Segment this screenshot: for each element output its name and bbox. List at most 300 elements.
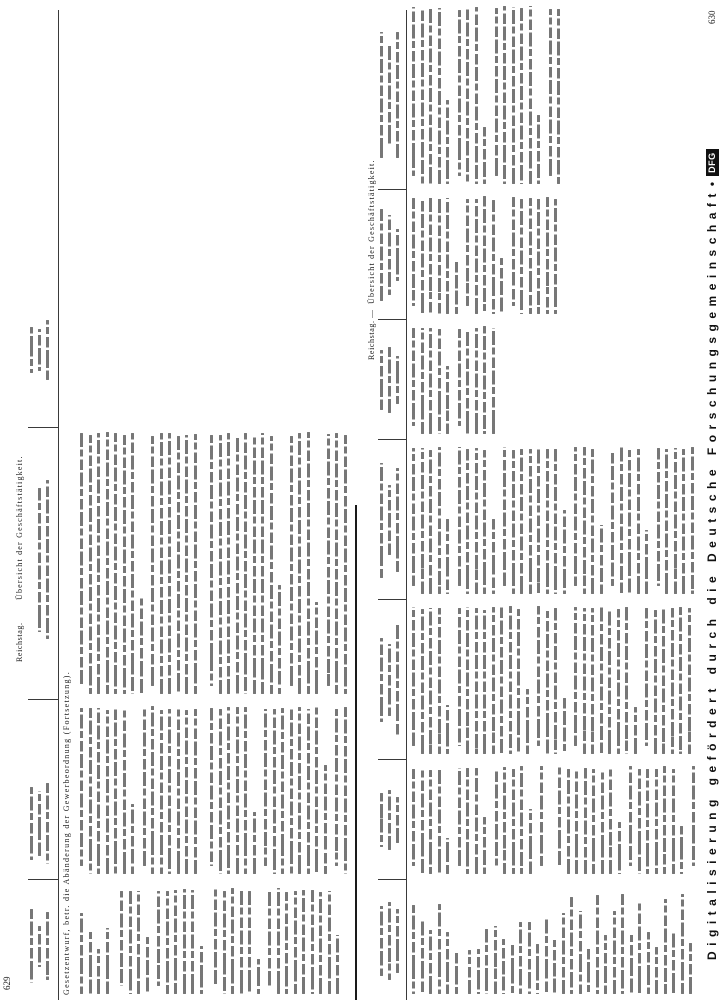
text-line	[429, 608, 432, 754]
text-line	[446, 199, 449, 315]
text-line	[30, 787, 33, 861]
column-divider	[378, 319, 406, 320]
text-line	[468, 950, 471, 994]
text-line	[89, 708, 92, 874]
text-line	[503, 767, 506, 874]
text-line	[520, 766, 523, 874]
text-line	[601, 770, 604, 874]
header-rule	[58, 10, 59, 1000]
page-number: 629	[2, 976, 12, 990]
text-line	[185, 710, 188, 874]
text-line	[298, 707, 301, 874]
text-line	[438, 769, 441, 874]
text-line	[396, 468, 399, 572]
text-line	[240, 889, 243, 994]
header-rule	[406, 10, 407, 1000]
text-line	[455, 950, 458, 994]
text-line	[168, 433, 171, 694]
text-line	[570, 897, 573, 994]
text-line	[285, 892, 288, 994]
text-line	[613, 912, 616, 995]
text-line	[80, 708, 83, 866]
text-line	[579, 911, 582, 994]
text-line	[475, 608, 478, 754]
text-line	[151, 436, 154, 686]
text-line	[270, 436, 273, 694]
text-line	[194, 709, 197, 874]
text-line	[492, 328, 495, 434]
text-line	[475, 328, 478, 434]
text-line	[174, 890, 177, 994]
text-line	[645, 530, 648, 594]
text-line	[438, 197, 441, 314]
text-line	[654, 610, 657, 754]
text-line	[492, 520, 495, 595]
text-line	[143, 707, 146, 866]
text-line	[183, 889, 186, 994]
text-line	[674, 448, 677, 594]
text-line	[609, 767, 612, 874]
text-line	[396, 797, 399, 843]
text-line	[537, 115, 540, 184]
text-line	[438, 905, 441, 995]
text-line	[483, 127, 486, 184]
text-line	[608, 609, 611, 754]
page-gutter-edge	[355, 505, 357, 1000]
text-line	[290, 708, 293, 875]
text-line	[664, 899, 667, 994]
text-line	[264, 709, 267, 866]
text-line	[227, 434, 230, 695]
text-line	[257, 959, 260, 994]
text-line	[388, 485, 391, 554]
text-line	[681, 894, 684, 994]
text-line	[500, 259, 503, 315]
text-line	[97, 433, 100, 694]
stamp-text: Digitalisierung gefördert durch die Deutsche Forschungsgemeinschaft	[705, 188, 719, 960]
text-line	[438, 329, 441, 434]
text-line	[412, 905, 415, 994]
text-line	[492, 200, 495, 314]
text-line	[38, 488, 41, 633]
text-line	[236, 436, 239, 694]
text-line	[335, 433, 338, 694]
text-line	[475, 199, 478, 314]
text-line	[591, 608, 594, 754]
text-line	[512, 197, 515, 306]
text-line	[191, 890, 194, 994]
text-line	[200, 946, 203, 994]
text-line	[129, 891, 132, 994]
text-line	[512, 450, 515, 594]
text-line	[638, 769, 641, 874]
right-page	[362, 0, 702, 1000]
text-line	[106, 432, 109, 694]
text-line	[123, 708, 126, 874]
text-line	[438, 8, 441, 184]
text-line	[80, 914, 83, 995]
text-line	[412, 328, 415, 426]
text-line	[466, 9, 469, 184]
text-line	[455, 259, 458, 314]
text-line	[520, 8, 523, 184]
running-head-right: Übersicht der Geschäftstätigkeit.	[15, 455, 24, 600]
text-line	[114, 433, 117, 694]
text-line	[244, 433, 247, 694]
text-line	[315, 707, 318, 874]
text-line	[166, 891, 169, 994]
text-line	[692, 766, 695, 866]
text-line	[278, 585, 281, 694]
text-line	[529, 449, 532, 594]
text-line	[557, 9, 560, 184]
text-line	[483, 817, 486, 874]
text-line	[511, 943, 514, 994]
text-line	[123, 435, 126, 694]
text-line	[526, 690, 529, 755]
text-line	[483, 450, 486, 594]
text-line	[540, 766, 543, 866]
text-line	[160, 433, 163, 694]
dfg-logo: DFG	[706, 149, 719, 176]
text-line	[290, 436, 293, 686]
text-line	[120, 891, 123, 986]
text-line	[446, 366, 449, 434]
text-line	[596, 895, 599, 994]
text-line	[567, 769, 570, 874]
text-line	[537, 606, 540, 746]
text-line	[546, 609, 549, 754]
text-line	[500, 607, 503, 754]
text-line	[583, 608, 586, 754]
text-line	[421, 448, 424, 594]
text-line	[194, 434, 197, 694]
text-line	[380, 32, 383, 158]
text-line	[604, 935, 607, 994]
column-divider	[28, 699, 58, 700]
text-line	[223, 891, 226, 994]
text-line	[268, 890, 271, 986]
text-line	[46, 320, 49, 380]
text-line	[665, 449, 668, 594]
text-line	[227, 707, 230, 874]
text-line	[466, 607, 469, 754]
text-line	[210, 435, 213, 686]
text-line	[466, 199, 469, 306]
text-line	[591, 449, 594, 594]
text-line	[380, 638, 383, 723]
text-line	[177, 436, 180, 694]
text-line	[46, 912, 49, 980]
text-line	[46, 480, 49, 639]
left-page	[0, 0, 356, 1000]
text-line	[388, 902, 391, 980]
text-line	[546, 449, 549, 594]
text-line	[495, 769, 498, 866]
text-line	[210, 709, 213, 867]
text-line	[244, 707, 247, 874]
text-line	[219, 709, 222, 874]
text-line	[554, 608, 557, 754]
text-line	[429, 770, 432, 874]
text-line	[520, 449, 523, 594]
text-line	[281, 708, 284, 874]
column-divider	[378, 189, 406, 190]
text-line	[412, 7, 415, 176]
text-line	[168, 709, 171, 874]
text-line	[494, 926, 497, 994]
text-line	[388, 215, 391, 295]
text-line	[549, 9, 552, 176]
text-line	[672, 932, 675, 994]
text-line	[611, 450, 614, 586]
text-line	[537, 196, 540, 314]
text-line	[380, 463, 383, 578]
text-line	[253, 812, 256, 874]
text-line	[520, 200, 523, 315]
text-line	[512, 7, 515, 184]
text-line	[429, 930, 432, 994]
text-line	[248, 891, 251, 994]
text-line	[529, 6, 532, 184]
text-line	[672, 769, 675, 874]
text-line	[466, 330, 469, 434]
text-line	[545, 919, 548, 994]
text-line	[554, 199, 557, 314]
text-line	[131, 433, 134, 694]
text-line	[421, 8, 424, 184]
text-line	[503, 6, 506, 184]
text-line	[302, 890, 305, 994]
text-line	[475, 448, 478, 594]
text-line	[477, 950, 480, 995]
text-line	[574, 607, 577, 746]
text-line	[421, 199, 424, 314]
text-line	[97, 949, 100, 994]
text-line	[146, 937, 149, 994]
text-line	[231, 888, 234, 994]
text-line	[324, 765, 327, 874]
text-line	[388, 347, 391, 412]
text-line	[680, 826, 683, 874]
text-line	[114, 708, 117, 875]
text-line	[554, 449, 557, 594]
text-line	[458, 608, 461, 746]
text-line	[307, 432, 310, 694]
column-divider	[378, 439, 406, 440]
text-line	[273, 709, 276, 874]
dfg-digitization-stamp	[705, 149, 720, 960]
text-line	[529, 809, 532, 874]
text-line	[236, 707, 239, 874]
text-line	[537, 448, 540, 594]
running-head-left: Reichstag.	[15, 622, 24, 662]
text-line	[396, 229, 399, 281]
text-line	[388, 644, 391, 717]
text-line	[691, 447, 694, 594]
text-line	[294, 891, 297, 994]
text-line	[630, 934, 633, 994]
text-line	[315, 603, 318, 695]
stamp-bullet: •	[705, 181, 719, 187]
text-line	[600, 606, 603, 754]
text-line	[563, 699, 566, 755]
text-line	[517, 609, 520, 754]
text-line	[466, 768, 469, 874]
text-line	[438, 447, 441, 594]
text-line	[412, 770, 415, 867]
text-line	[625, 607, 628, 754]
text-line	[307, 709, 310, 874]
text-line	[412, 448, 415, 586]
text-line	[319, 892, 322, 994]
text-line	[536, 944, 539, 994]
text-line	[475, 7, 478, 184]
text-line	[412, 198, 415, 306]
text-line	[177, 707, 180, 874]
text-line	[592, 769, 595, 874]
text-line	[446, 932, 449, 994]
text-line	[30, 327, 33, 372]
text-line	[662, 607, 665, 754]
text-line	[575, 769, 578, 874]
text-line	[412, 607, 415, 746]
text-line	[30, 909, 33, 983]
running-head-right: Übersicht der Geschäftstätigkeit.	[367, 159, 376, 304]
text-line	[38, 329, 41, 371]
text-line	[621, 894, 624, 994]
text-line	[429, 8, 432, 185]
text-line	[495, 8, 498, 176]
text-line	[528, 922, 531, 994]
text-line	[157, 892, 160, 987]
text-line	[546, 198, 549, 315]
text-line	[519, 922, 522, 994]
text-line	[475, 768, 478, 874]
text-line	[458, 447, 461, 586]
text-line	[629, 766, 632, 866]
text-line	[380, 209, 383, 301]
text-line	[396, 909, 399, 973]
text-line	[140, 597, 143, 694]
text-line	[466, 450, 469, 595]
text-line	[458, 329, 461, 426]
text-line	[421, 328, 424, 434]
text-line	[97, 708, 100, 874]
text-line	[562, 913, 565, 994]
text-line	[655, 769, 658, 874]
text-line	[655, 947, 658, 994]
text-line	[647, 933, 650, 995]
text-line	[646, 769, 649, 874]
text-line	[446, 705, 449, 754]
text-line	[336, 935, 339, 994]
text-line	[344, 435, 347, 694]
text-line	[137, 891, 140, 994]
text-line	[620, 446, 623, 594]
text-line	[502, 939, 505, 994]
text-line	[509, 606, 512, 754]
text-line	[483, 196, 486, 314]
text-line	[689, 943, 692, 994]
text-line	[458, 768, 461, 866]
text-line	[485, 929, 488, 994]
text-line	[80, 433, 83, 686]
text-line	[160, 710, 163, 874]
text-line	[503, 447, 506, 586]
column-divider	[378, 599, 406, 600]
text-line	[679, 607, 682, 754]
text-line	[328, 891, 331, 994]
text-line	[638, 902, 641, 994]
text-line	[327, 434, 330, 686]
text-line	[512, 769, 515, 874]
text-line	[574, 447, 577, 586]
text-line	[214, 889, 217, 986]
text-line	[600, 525, 603, 594]
text-line	[388, 45, 391, 145]
text-line	[388, 790, 391, 851]
text-line	[663, 766, 666, 874]
text-line	[657, 449, 660, 587]
text-line	[458, 10, 461, 176]
running-head-left: Reichstag.	[367, 320, 376, 360]
text-line	[553, 939, 556, 994]
text-line	[106, 928, 109, 994]
text-line	[483, 326, 486, 434]
column-divider	[28, 879, 58, 880]
text-line	[298, 433, 301, 694]
text-line	[429, 197, 432, 314]
text-line	[219, 435, 222, 694]
text-line	[185, 435, 188, 694]
text-line	[344, 707, 347, 874]
column-divider	[378, 879, 406, 880]
text-line	[277, 888, 280, 994]
text-line	[89, 435, 92, 694]
text-line	[587, 948, 590, 994]
text-line	[483, 610, 486, 754]
text-line	[396, 356, 399, 405]
text-line	[38, 791, 41, 857]
text-line	[46, 783, 49, 863]
text-line	[421, 769, 424, 874]
text-line	[682, 449, 685, 594]
text-line	[584, 768, 587, 874]
column-divider	[28, 427, 58, 428]
text-line	[335, 709, 338, 866]
text-line	[634, 707, 637, 754]
text-line	[529, 198, 532, 314]
text-line	[563, 510, 566, 594]
text-line	[131, 804, 134, 874]
text-line	[421, 610, 424, 755]
text-line	[446, 519, 449, 594]
text-line	[380, 793, 383, 846]
running-head-separator: —	[367, 309, 376, 318]
text-line	[253, 435, 256, 694]
text-line	[446, 838, 449, 874]
text-line	[617, 609, 620, 754]
text-line	[421, 921, 424, 994]
column-divider	[378, 759, 406, 760]
text-line	[151, 706, 154, 874]
text-line	[396, 624, 399, 736]
text-line	[380, 350, 383, 409]
text-line	[106, 710, 109, 874]
text-line	[637, 449, 640, 594]
text-line	[380, 906, 383, 976]
